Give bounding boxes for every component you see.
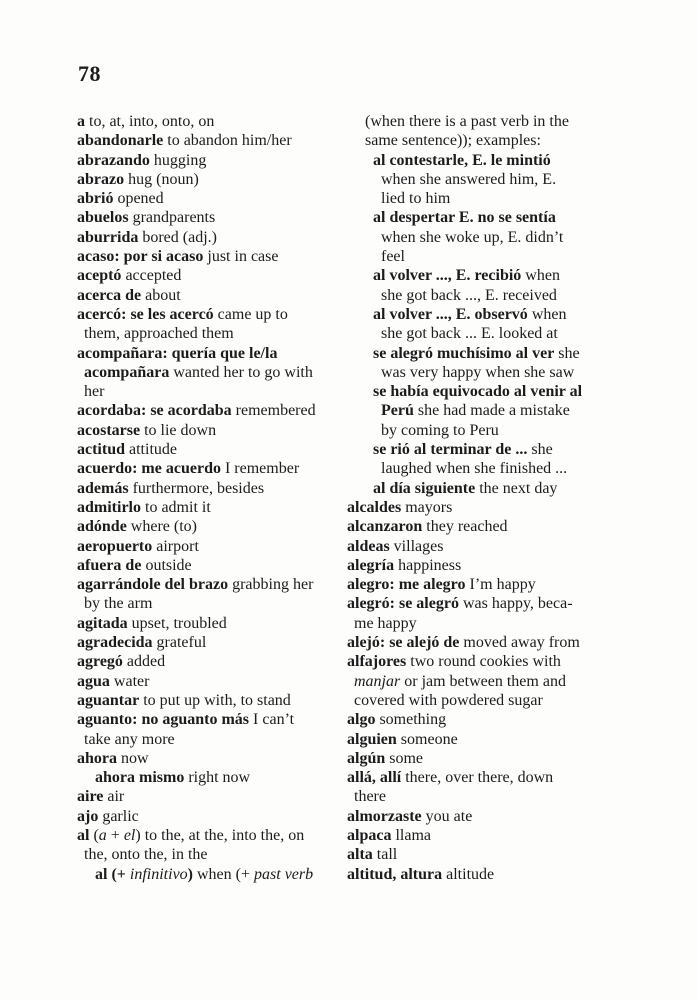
definition-text: she got back ..., E. received: [381, 286, 557, 304]
definition-text: I’m happy: [465, 576, 536, 594]
definition-text: ) to the, at the, into the, on: [135, 826, 305, 844]
headword-text: ): [187, 865, 193, 883]
definition-text: they reached: [422, 518, 508, 536]
headword-text: actitud: [77, 441, 125, 459]
definition-text: to lie down: [140, 421, 217, 439]
headword-text: alta: [347, 846, 373, 864]
definition-text: the, onto the, in the: [84, 846, 208, 864]
headword-text: aire: [77, 788, 104, 806]
definition-text: garlic: [98, 807, 139, 825]
headword-text: al contestarle, E. le mintió: [373, 151, 551, 169]
glossary-line: [347, 594, 655, 613]
glossary-line: [77, 324, 353, 343]
headword-text: al volver ..., E. observó: [373, 305, 528, 323]
headword-text: se alegró muchísimo al ver: [373, 344, 555, 362]
glossary-line: [347, 208, 655, 227]
definition-text: grandparents: [128, 209, 216, 227]
headword-text: aeropuerto: [77, 537, 153, 555]
headword-text: aguantar: [77, 691, 140, 709]
headword-text: se había equivocado al venir al: [373, 383, 583, 401]
glossary-column-right: [347, 112, 655, 884]
definition-text: +: [106, 826, 124, 844]
glossary-line: [77, 286, 353, 305]
headword-text: aldeas: [347, 537, 390, 555]
glossary-line: [77, 363, 353, 382]
definition-text: grabbing her: [228, 576, 314, 594]
headword-text: al volver ..., E. recibió: [373, 267, 522, 285]
glossary-line: [347, 517, 655, 536]
glossary-line: [347, 286, 655, 305]
glossary-line: [347, 556, 655, 575]
definition-text: outside: [141, 556, 192, 574]
glossary-line: [347, 266, 655, 285]
headword-text: abandonarle: [77, 132, 164, 150]
definition-text: by the arm: [84, 595, 153, 613]
glossary-line: [77, 633, 353, 652]
definition-text: there: [354, 788, 386, 806]
definition-text: you ate: [421, 807, 473, 825]
headword-text: alejó: se alejó de: [347, 634, 460, 652]
glossary-line: [77, 131, 353, 150]
glossary-line: [77, 672, 353, 691]
definition-text: attitude: [125, 441, 177, 459]
glossary-line: [347, 807, 655, 826]
glossary-line: [347, 537, 655, 556]
headword-text: acostarse: [77, 421, 141, 439]
definition-text: she: [554, 344, 580, 362]
headword-text: aguanto: no aguanto más: [77, 711, 250, 729]
glossary-line: [77, 498, 353, 517]
glossary-line: [77, 556, 353, 575]
headword-text: al (+: [95, 865, 130, 883]
glossary-line: [347, 749, 655, 768]
headword-text: agradecida: [77, 634, 153, 652]
glossary-line: [347, 247, 655, 266]
definition-text: her: [84, 383, 105, 401]
definition-text: someone: [396, 730, 458, 748]
glossary-line: [347, 672, 655, 691]
italic-text: a: [98, 826, 107, 844]
definition-text: when she woke up, E. didn’t: [381, 228, 564, 246]
definition-text: right now: [184, 769, 251, 787]
headword-text: alegró: se alegró: [347, 595, 459, 613]
headword-text: algo: [347, 711, 376, 729]
definition-text: me happy: [354, 614, 417, 632]
headword-text: altitud, altura: [347, 865, 443, 883]
glossary-line: [77, 479, 353, 498]
headword-text: al: [77, 826, 90, 844]
glossary-line: [77, 652, 353, 671]
headword-text: agua: [77, 672, 110, 690]
glossary-line: [347, 845, 655, 864]
definition-text: llama: [391, 826, 431, 844]
definition-text: take any more: [84, 730, 175, 748]
glossary-line: [77, 151, 353, 170]
glossary-line: [347, 131, 655, 150]
glossary-line: [77, 537, 353, 556]
glossary-line: [77, 170, 353, 189]
headword-text: acaso: por si acaso: [77, 248, 204, 266]
definition-text: laughed when she finished ...: [381, 460, 568, 478]
definition-text: feel: [381, 248, 405, 266]
glossary-line: [347, 710, 655, 729]
definition-text: (: [89, 826, 99, 844]
definition-text: when she answered him, E.: [381, 170, 557, 188]
definition-text: water: [109, 672, 150, 690]
definition-text: hug (noun): [124, 170, 199, 188]
headword-text: acerca de: [77, 286, 142, 304]
headword-text: abrió: [77, 190, 114, 208]
headword-text: acompañara: quería que le/la: [77, 344, 278, 362]
definition-text: (when there is a past verb in the: [365, 113, 569, 130]
definition-text: the next day: [475, 479, 558, 497]
definition-text: was very happy when she saw: [381, 363, 575, 381]
definition-text: them, approached them: [84, 325, 234, 343]
italic-text: infinitivo: [129, 865, 188, 883]
definition-text: or jam between them and: [400, 672, 566, 690]
glossary-line: [77, 730, 353, 749]
glossary-line: [347, 652, 655, 671]
glossary-line: [347, 498, 655, 517]
glossary-line: [77, 826, 353, 845]
definition-text: grateful: [152, 634, 207, 652]
glossary-line: [347, 440, 655, 459]
italic-text: manjar: [354, 672, 401, 690]
glossary-line: [77, 459, 353, 478]
glossary-line: [347, 421, 655, 440]
glossary-line: [347, 730, 655, 749]
glossary-line: [347, 189, 655, 208]
glossary-line: [347, 151, 655, 170]
definition-text: villages: [389, 537, 444, 555]
glossary-line: [347, 826, 655, 845]
glossary-line: [347, 363, 655, 382]
definition-text: where (to): [126, 518, 197, 536]
glossary-line: [77, 575, 353, 594]
glossary-line: [347, 614, 655, 633]
definition-text: to abandon him/her: [163, 132, 292, 150]
glossary-line: [347, 787, 655, 806]
definition-text: opened: [113, 190, 164, 208]
headword-text: admitirlo: [77, 498, 141, 516]
glossary-line: [347, 170, 655, 189]
definition-text: furthermore, besides: [128, 479, 265, 497]
glossary-line: [347, 305, 655, 324]
glossary-line: [77, 305, 353, 324]
glossary-line: [77, 208, 353, 227]
definition-text: wanted her to go with: [169, 363, 313, 381]
headword-text: aburrida: [77, 228, 139, 246]
definition-text: came up to: [213, 305, 288, 323]
definition-text: hugging: [149, 151, 207, 169]
definition-text: happiness: [394, 556, 462, 574]
definition-text: tall: [372, 846, 398, 864]
headword-text: alfajores: [347, 653, 407, 671]
headword-text: alpaca: [347, 826, 392, 844]
definition-text: something: [375, 711, 447, 729]
glossary-line: [77, 807, 353, 826]
definition-text: remembered: [231, 402, 316, 420]
headword-text: agregó: [77, 653, 123, 671]
definition-text: two round cookies with: [406, 653, 561, 671]
definition-text: altitude: [442, 865, 495, 883]
glossary-line: [347, 324, 655, 343]
headword-text: a: [77, 113, 85, 130]
headword-text: acuerdo: me acuerdo: [77, 460, 221, 478]
headword-text: agitada: [77, 614, 128, 632]
headword-text: algún: [347, 749, 386, 767]
glossary-line: [347, 228, 655, 247]
glossary-line: [77, 614, 353, 633]
headword-text: alguien: [347, 730, 397, 748]
headword-text: abrazando: [77, 151, 150, 169]
glossary-line: [77, 865, 353, 884]
italic-text: el: [123, 826, 136, 844]
headword-text: al despertar E. no se sentía: [373, 209, 556, 227]
definition-text: bored (adj.): [138, 228, 217, 246]
glossary-line: [347, 865, 655, 884]
definition-text: airport: [152, 537, 199, 555]
headword-text: Perú: [381, 402, 414, 420]
glossary-line: [347, 575, 655, 594]
definition-text: when: [527, 305, 567, 323]
glossary-line: [347, 382, 655, 401]
glossary-line: [77, 189, 353, 208]
headword-text: alcanzaron: [347, 518, 423, 536]
definition-text: to, at, into, onto, on: [85, 113, 215, 130]
glossary-line: [77, 517, 353, 536]
glossary-line: [77, 768, 353, 787]
glossary-line: [347, 691, 655, 710]
definition-text: there, over there, down: [401, 769, 554, 787]
glossary-line: [77, 266, 353, 285]
definition-text: now: [117, 749, 149, 767]
definition-text: she: [527, 441, 553, 459]
definition-text: accepted: [121, 267, 182, 285]
definition-text: just in case: [203, 248, 279, 266]
definition-text: was happy, beca-: [458, 595, 573, 613]
glossary-line: [77, 112, 353, 131]
definition-text: upset, troubled: [127, 614, 227, 632]
headword-text: afuera de: [77, 556, 142, 574]
definition-text: to put up with, to stand: [139, 691, 291, 709]
glossary-line: [347, 401, 655, 420]
italic-text: past verb: [254, 865, 314, 883]
definition-text: lied to him: [381, 190, 451, 208]
definition-text: mayors: [401, 498, 453, 516]
headword-text: al día siguiente: [373, 479, 476, 497]
definition-text: moved away from: [459, 634, 580, 652]
glossary-line: [77, 421, 353, 440]
headword-text: alegro: me alegro: [347, 576, 466, 594]
glossary-line: [77, 401, 353, 420]
glossary-line: [77, 710, 353, 729]
headword-text: alcaldes: [347, 498, 402, 516]
glossary-line: [347, 633, 655, 652]
glossary-line: [347, 479, 655, 498]
definition-text: when (+: [193, 865, 255, 883]
headword-text: acompañara: [84, 363, 170, 381]
headword-text: aceptó: [77, 267, 122, 285]
headword-text: allá, allí: [347, 769, 402, 787]
glossary-line: [77, 440, 353, 459]
headword-text: abuelos: [77, 209, 129, 227]
glossary-line: [347, 768, 655, 787]
glossary-line: [347, 344, 655, 363]
headword-text: ajo: [77, 807, 99, 825]
definition-text: to admit it: [141, 498, 211, 516]
definition-text: added: [122, 653, 166, 671]
headword-text: además: [77, 479, 129, 497]
headword-text: abrazo: [77, 170, 125, 188]
headword-text: almorzaste: [347, 807, 422, 825]
definition-text: some: [385, 749, 424, 767]
glossary-line: [77, 344, 353, 363]
headword-text: alegría: [347, 556, 395, 574]
definition-text: by coming to Peru: [381, 421, 499, 439]
headword-text: ahora: [77, 749, 117, 767]
definition-text: covered with powdered sugar: [354, 691, 543, 709]
definition-text: about: [141, 286, 181, 304]
definition-text: I remember: [220, 460, 300, 478]
glossary-line: [77, 228, 353, 247]
definition-text: she got back ... E. looked at: [381, 325, 558, 343]
headword-text: se rió al terminar de ...: [373, 441, 528, 459]
headword-text: acercó: se les acercó: [77, 305, 214, 323]
glossary-column-left: [77, 112, 353, 884]
headword-text: acordaba: se acordaba: [77, 402, 232, 420]
definition-text: same sentence)); examples:: [365, 132, 541, 150]
glossary-line: [77, 787, 353, 806]
glossary-line: [347, 112, 655, 131]
page-number: 78: [78, 61, 101, 86]
glossary-line: [77, 845, 353, 864]
definition-text: air: [103, 788, 125, 806]
glossary-line: [77, 594, 353, 613]
glossary-line: [77, 382, 353, 401]
glossary-line: [347, 459, 655, 478]
headword-text: ahora mismo: [95, 769, 185, 787]
definition-text: I can’t: [249, 711, 295, 729]
glossary-line: [77, 247, 353, 266]
glossary-line: [77, 691, 353, 710]
headword-text: agarrándole del brazo: [77, 576, 229, 594]
headword-text: adónde: [77, 518, 127, 536]
definition-text: when: [521, 267, 560, 285]
definition-text: she had made a mistake: [413, 402, 570, 420]
glossary-line: [77, 749, 353, 768]
